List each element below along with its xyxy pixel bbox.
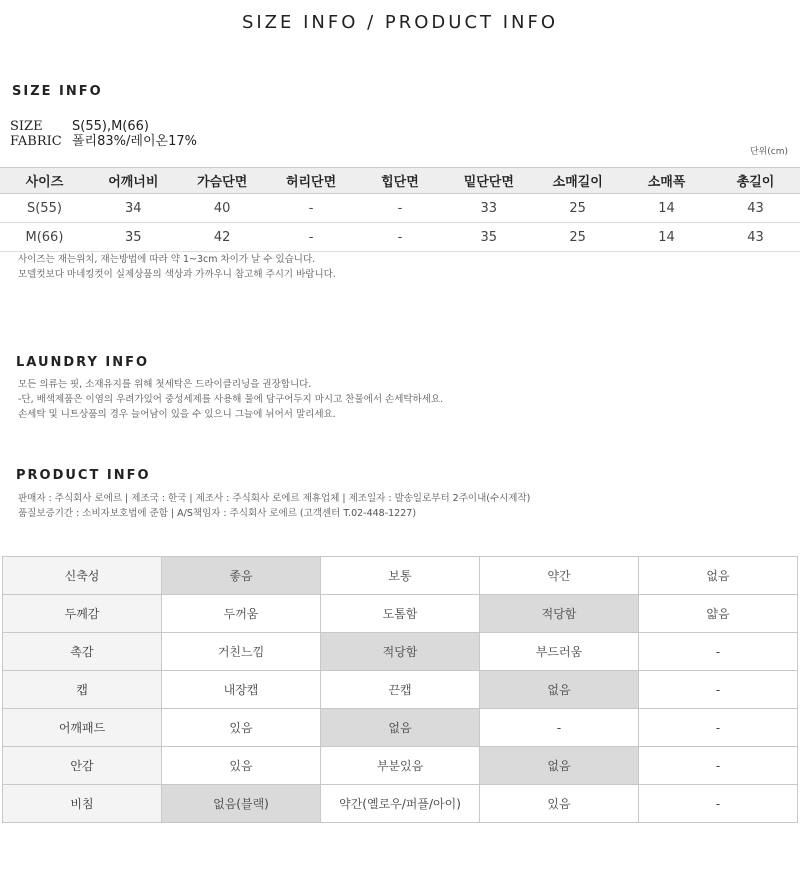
property-option: 부분있음 xyxy=(321,747,480,785)
property-option: 거친느낌 xyxy=(162,633,321,671)
property-option: 도톰함 xyxy=(321,595,480,633)
property-label: 어깨패드 xyxy=(3,709,162,747)
property-option: 끈캡 xyxy=(321,671,480,709)
size-info-title: SIZE INFO xyxy=(12,84,103,99)
fabric-spec xyxy=(10,134,197,149)
product-info-title: PRODUCT INFO xyxy=(16,468,151,483)
property-label: 캡 xyxy=(3,671,162,709)
column-header: 사이즈 xyxy=(0,168,89,194)
table-row xyxy=(0,194,800,223)
size-value: S(55),M(66) xyxy=(72,119,149,134)
property-option: 약간 xyxy=(480,557,639,595)
fabric-value: 폴리83%/레이온17% xyxy=(72,134,197,149)
table-cell: - xyxy=(267,223,356,252)
table-cell: - xyxy=(356,194,445,223)
column-header: 어깨너비 xyxy=(89,168,178,194)
property-option: 약간(옐로우/퍼플/아이) xyxy=(321,785,480,823)
property-option: 있음 xyxy=(480,785,639,823)
property-table xyxy=(2,556,798,823)
property-label: 안감 xyxy=(3,747,162,785)
size-spec xyxy=(10,119,149,134)
property-option-selected: 적당함 xyxy=(321,633,480,671)
property-row xyxy=(3,633,798,671)
property-option: - xyxy=(639,633,798,671)
property-option-selected: 좋음 xyxy=(162,557,321,595)
table-cell: M(66) xyxy=(0,223,89,252)
table-cell: 35 xyxy=(444,223,533,252)
property-option-selected: 없음 xyxy=(480,747,639,785)
table-cell: 25 xyxy=(533,223,622,252)
property-row xyxy=(3,595,798,633)
property-label: 신축성 xyxy=(3,557,162,595)
table-cell: 43 xyxy=(711,194,800,223)
table-cell: S(55) xyxy=(0,194,89,223)
fabric-key: FABRIC xyxy=(10,134,62,149)
property-option: - xyxy=(639,785,798,823)
laundry-line: -단, 배색제품은 이염의 우려가있어 중성세제를 사용해 물에 담구어두지 마시고 찬물에서 손세탁하세요. xyxy=(18,394,444,405)
property-label: 두께감 xyxy=(3,595,162,633)
table-cell: 42 xyxy=(178,223,267,252)
property-option: 두꺼움 xyxy=(162,595,321,633)
table-cell: 35 xyxy=(89,223,178,252)
table-cell: 34 xyxy=(89,194,178,223)
size-notes xyxy=(18,252,336,282)
property-option: 내장캡 xyxy=(162,671,321,709)
table-cell: 40 xyxy=(178,194,267,223)
column-header: 소매길이 xyxy=(533,168,622,194)
property-option: 얇음 xyxy=(639,595,798,633)
table-cell: 25 xyxy=(533,194,622,223)
property-option-selected: 없음 xyxy=(480,671,639,709)
unit-label: 단위(cm) xyxy=(749,147,788,157)
column-header: 가슴단면 xyxy=(178,168,267,194)
property-option: - xyxy=(639,671,798,709)
table-cell: 14 xyxy=(622,194,711,223)
size-table-header xyxy=(0,168,800,194)
product-notes xyxy=(18,491,530,521)
property-option: - xyxy=(480,709,639,747)
property-option: - xyxy=(639,709,798,747)
note-line: 사이즈는 재는위치, 재는방법에 따라 약 1~3cm 차이가 날 수 있습니다. xyxy=(18,254,316,265)
size-table xyxy=(0,167,800,252)
column-header: 힙단면 xyxy=(356,168,445,194)
column-header: 밑단단면 xyxy=(444,168,533,194)
property-row xyxy=(3,747,798,785)
property-row xyxy=(3,557,798,595)
property-label: 비침 xyxy=(3,785,162,823)
laundry-info-title: LAUNDRY INFO xyxy=(16,355,150,370)
column-header: 허리단면 xyxy=(267,168,356,194)
property-option: 있음 xyxy=(162,709,321,747)
property-option: 있음 xyxy=(162,747,321,785)
size-key: SIZE xyxy=(10,119,43,134)
property-option: 부드러움 xyxy=(480,633,639,671)
laundry-line: 손세탁 및 니트상품의 경우 늘어남이 있을 수 있으니 그늘에 뉘어서 말리세요. xyxy=(18,409,336,420)
product-line: 판매자 : 주식회사 로에르 | 제조국 : 한국 | 제조사 : 주식회사 로에르 제휴업체 | 제조일자 : 발송일로부터 2주이내(수시제작) xyxy=(18,493,531,504)
property-row xyxy=(3,709,798,747)
property-option-selected: 없음 xyxy=(321,709,480,747)
product-line: 품질보증기간 : 소비자보호법에 준함 | A/S책임자 : 주식회사 로에르 (고객센터 T.02-448-1227) xyxy=(18,508,417,519)
laundry-line: 모든 의류는 핏, 소재유지를 위해 첫세탁은 드라이클리닝을 권장합니다. xyxy=(18,379,312,390)
property-option-selected: 없음(블랙) xyxy=(162,785,321,823)
laundry-notes xyxy=(18,377,443,422)
property-option: - xyxy=(639,747,798,785)
column-header: 총길이 xyxy=(711,168,800,194)
property-row xyxy=(3,671,798,709)
property-option-selected: 적당함 xyxy=(480,595,639,633)
column-header: 소매폭 xyxy=(622,168,711,194)
table-row xyxy=(0,223,800,252)
table-cell: 43 xyxy=(711,223,800,252)
table-cell: 33 xyxy=(444,194,533,223)
table-cell: 14 xyxy=(622,223,711,252)
page-title: SIZE INFO / PRODUCT INFO xyxy=(241,12,559,33)
table-cell: - xyxy=(267,194,356,223)
property-label: 촉감 xyxy=(3,633,162,671)
property-option: 없음 xyxy=(639,557,798,595)
property-option: 보통 xyxy=(321,557,480,595)
property-row xyxy=(3,785,798,823)
table-cell: - xyxy=(356,223,445,252)
note-line: 모델컷보다 마네킹컷이 실제상품의 색상과 가까우니 참고해 주시기 바랍니다. xyxy=(18,269,336,280)
